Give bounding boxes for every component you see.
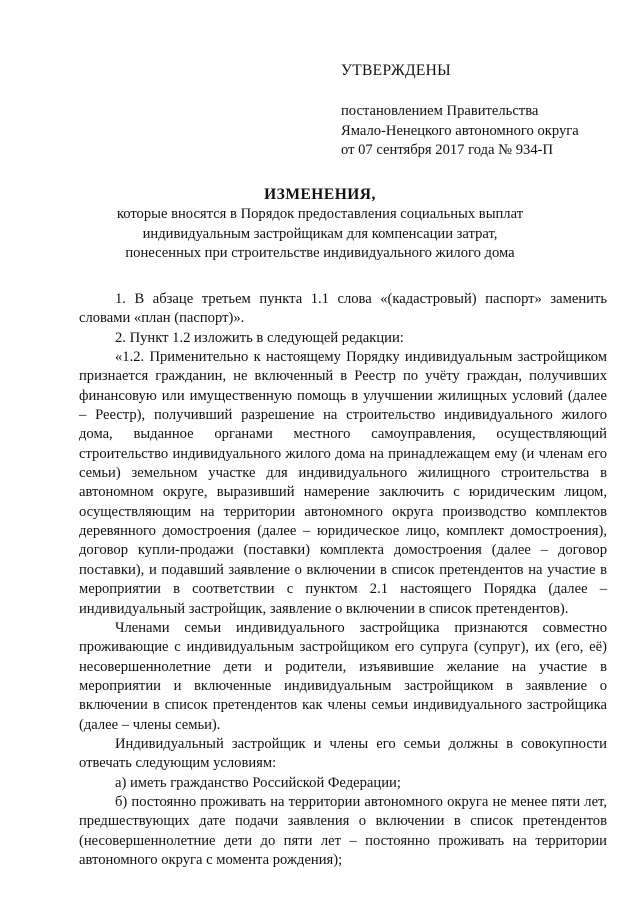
approval-stamp	[341, 60, 631, 161]
paragraph-item-2: 2. Пункт 1.2 изложить в следующей редакции:	[115, 329, 404, 346]
condition-b: б) постоянно проживать на территории автономного округа не менее пяти лет, предшествующих дате подачи заявления о включении в список претендентов (несовершеннолетние дети до пяти лет – постоянно проживать на территории автономного округа с момента рождения);	[79, 793, 607, 868]
approval-line-1: постановлением Правительства	[341, 103, 539, 119]
title-main: ИЗМЕНЕНИЯ,	[264, 186, 376, 203]
paragraph-conditions: Индивидуальный застройщик и члены его семьи должны в совокупности отвечать следующим условиям:	[79, 735, 607, 772]
paragraph-clause-1-2: «1.2. Применительно к настоящему Порядку индивидуальным застройщиком признается гражданин, не включенный в Реестр по учёту граждан, получивших финансовую или имущественную помощь в улучшении жилищных условий (далее – Реестр), получивший разрешение на строительство индивидуального жилого дома, выданное органами местного самоуправления, осуществляющий строительство индивидуального жилого дома на принадлежащем ему (и членам его семьи) земельном участке для индивидуального жилищного строительства в автономном округе, выразивший намерение заключить с юридическим лицом, осуществляющим на территории автономного округа производство комплектов деревянного домостроения (далее – юридическое лицо, комплект домостроения), договор купли-продажи (поставки) комплекта домостроения (далее – договор поставки), и подавший заявление о включении в список претендентов на участие в мероприятии в соответствии с пунктом 2.1 настоящего Порядка (далее – индивидуальный застройщик, заявление о включении в список претендентов).	[79, 349, 607, 617]
approval-line-3: от 07 сентября 2017 года № 934-П	[341, 142, 554, 158]
title-subtitle-line-2: индивидуальным застройщикам для компенсации затрат,	[142, 225, 498, 242]
approval-line-2: Ямало-Ненецкого автономного округа	[341, 122, 579, 139]
condition-a: а) иметь гражданство Российской Федерации;	[115, 774, 401, 791]
paragraph-family-members: Членами семьи индивидуального застройщика признаются совместно проживающие с индивидуальным застройщиком его супруга (супруг), их (его, её) несовершеннолетние дети и родители, изъявившие желание на участие в мероприятии и включенные индивидуальным застройщиком в заявление о включении в список претендентов как члены семьи индивидуального застройщика (далее – члены семьи).	[79, 619, 607, 733]
approval-heading: УТВЕРЖДЕНЫ	[341, 62, 451, 79]
document-title	[0, 185, 640, 264]
title-subtitle-line-1: которые вносятся в Порядок предоставления социальных выплат	[116, 206, 524, 222]
title-subtitle-line-3: понесенных при строительстве индивидуального жилого дома	[125, 245, 515, 262]
paragraph-item-1: 1. В абзаце третьем пункта 1.1 слова «(кадастровый) паспорт» заменить словами «план (паспорт)».	[79, 291, 607, 327]
document-body	[79, 290, 607, 870]
